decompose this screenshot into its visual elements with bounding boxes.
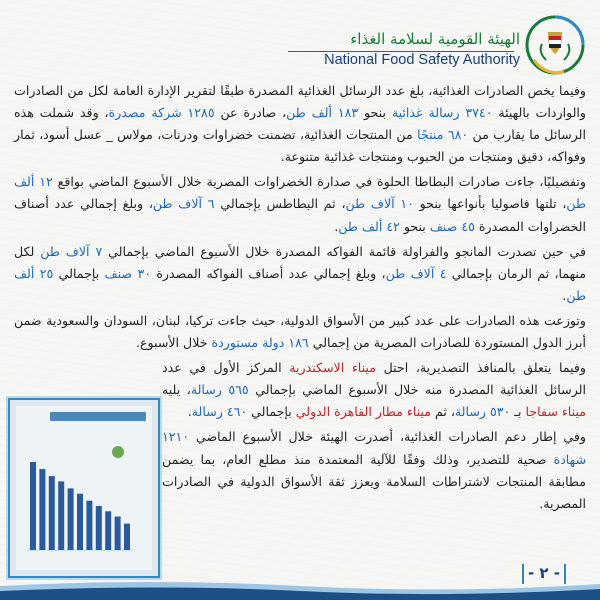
highlighted-figure: ٤٥ صنف	[429, 218, 475, 234]
paragraph-text: .	[562, 287, 567, 303]
paragraph-6	[162, 426, 586, 514]
paragraph-text: وفيما يخص الصادرات الغذائية، بلغ عدد الرسائل الغذائية المصدرة طبقًا لتقرير الإدارة العامة لكل من الصادرات والواردات بالهيئة	[14, 83, 586, 121]
highlighted-figure: ١٢ ألف طن	[14, 174, 587, 212]
org-name-arabic: الهيئة القومية لسلامة الغذاء	[350, 30, 520, 48]
highlighted-figure: ١٢٨٥ شركة مصدرة	[108, 105, 215, 121]
header-logo-block	[286, 12, 586, 80]
chart-thumbnail-plot	[10, 400, 158, 576]
paragraph-text: وفي إطار دعم الصادرات الغذائية، أصدرت الهيئة خلال الأسبوع الماضي	[189, 429, 586, 445]
chart-thumbnail-bar	[68, 488, 74, 550]
highlighted-figure: ميناء الاسكندرية	[289, 360, 376, 376]
highlighted-figure: ٧ آلاف طن	[40, 243, 103, 259]
chart-thumbnail-bar	[96, 506, 102, 550]
chart-thumbnail-bar	[124, 524, 130, 550]
chart-thumbnail-bar	[86, 501, 92, 550]
org-name-english: National Food Safety Authority	[324, 52, 520, 68]
paragraph-text: ، صادرة عن	[214, 105, 287, 121]
paragraph-2	[14, 171, 586, 237]
paragraph-text: بـ	[510, 404, 526, 420]
highlighted-figure: ميناء مطار القاهرة الدولي	[295, 404, 431, 420]
paragraph-text: صحية للتصدير، وذلك وفقًا للآلية المعتمدة منذ مطلع العام، بما يضمن مطابقة المنتجات لاشتراطات السلامة ويعزز ثقة الأسواق الدولية في الصادرات المصرية.	[162, 451, 586, 511]
paragraph-text: وتوزعت هذه الصادرات على عدد كبير من الأسواق الدولية، حيث جاءت تركيا، لبنان، السودان والسعودية ضمن أبرز الدول المستوردة للصادرات المصرية من إجمالي	[14, 312, 586, 351]
highlighted-figure: ٤٦٠ رسالة	[191, 404, 248, 420]
highlighted-figure: ٣٠ صنف	[104, 265, 151, 281]
chart-thumbnail-bar	[115, 517, 121, 550]
paragraph-text: ، ثم	[430, 404, 455, 420]
paragraph-text: ، وبلغ إجمالي عدد أصناف الخضراوات المصدرة	[14, 196, 586, 234]
highlighted-figure: ١٨٣ ألف طن	[286, 105, 359, 121]
chart-thumbnail	[8, 398, 160, 578]
paragraph-1	[14, 80, 586, 168]
chart-thumbnail-bar	[39, 469, 45, 550]
highlighted-figure: ٥٦٥ رسالة	[190, 382, 249, 398]
paragraph-5	[162, 357, 586, 423]
paragraph-text: بنحو	[399, 218, 430, 234]
paragraph-text: ، وقد شملت هذه الرسائل ما يقارب من	[14, 105, 587, 143]
paragraph-text: في حين تصدرت المانجو والفراولة قائمة الفواكه المصدرة خلال الأسبوع الماضي بإجمالي	[102, 243, 586, 259]
chart-thumbnail-bar	[30, 462, 36, 550]
highlighted-figure: ٤٢ ألف طن	[338, 218, 400, 234]
highlighted-figure: ٢٥ ألف طن	[14, 265, 586, 303]
footer-wave	[0, 578, 600, 600]
paragraph-text: من المنتجات الغذائية، تضمنت خضراوات ودرنات، مولاس _ عسل أسود، ثمار وفواكه، دقيق ومنتجات من الحبوب ومنتجات غذائية متنوعة.	[14, 127, 586, 165]
chart-thumbnail-bar	[58, 481, 64, 550]
paragraph-text: ، وبلغ إجمالي عدد أصناف الفواكه المصدرة	[150, 265, 386, 281]
nfsa-emblem-icon	[524, 14, 586, 76]
highlighted-figure: ٣٧٤٠ رسالة غذائية	[391, 105, 493, 121]
paragraph-text: وتفصيليًا، جاءت صادرات البطاطا الحلوة في صدارة الخضراوات المصرية خلال الأسبوع الماضي بواقع	[52, 174, 586, 190]
highlighted-figure: ميناء سفاجا	[525, 404, 586, 420]
chart-thumbnail-bar	[105, 511, 111, 550]
chart-thumbnail-bar	[49, 476, 55, 550]
paragraph-text: ، ثم البطاطس بإجمالي	[214, 196, 346, 212]
highlighted-figure: ١٨٦ دولة مستوردة	[211, 335, 309, 351]
paragraph-text: .	[187, 404, 192, 420]
paragraph-text: ، تلتها فاصوليا بأنواعها بنحو	[413, 196, 567, 212]
highlighted-figure: ٦٨٠ منتجًا	[417, 127, 469, 143]
highlighted-figure: ١٢١٠ شهادة	[162, 429, 586, 467]
paragraph-text: خلال الأسبوع.	[136, 335, 212, 351]
paragraph-text: وفيما يتعلق بالمنافذ التصديرية، احتل	[375, 360, 587, 376]
highlighted-figure: ٥٣٠ رسالة	[454, 404, 511, 420]
paragraph-text: بإجمالي	[53, 265, 105, 281]
paragraph-text: بنحو	[358, 105, 392, 121]
highlighted-figure: ٦ آلاف طن	[152, 196, 215, 212]
paragraph-text: .	[334, 218, 339, 234]
highlighted-figure: ٤ آلاف طن	[385, 265, 447, 281]
page-number: - ٢ -	[522, 564, 566, 584]
paragraph-text: المركز الأول في عدد الرسائل الغذائية المصدرة منه خلال الأسبوع الماضي بإجمالي	[162, 360, 586, 398]
chart-thumbnail-logo-icon	[112, 446, 124, 458]
paragraph-text: لكل منهما، ثم الرمان بإجمالي	[14, 243, 586, 281]
chart-thumbnail-bar	[77, 494, 83, 550]
paragraph-text: ، يليه	[162, 382, 191, 398]
paragraph-4	[14, 310, 586, 354]
paragraph-text: بإجمالي	[247, 404, 296, 420]
paragraph-3	[14, 241, 586, 307]
highlighted-figure: ١٠ آلاف طن	[345, 196, 414, 212]
